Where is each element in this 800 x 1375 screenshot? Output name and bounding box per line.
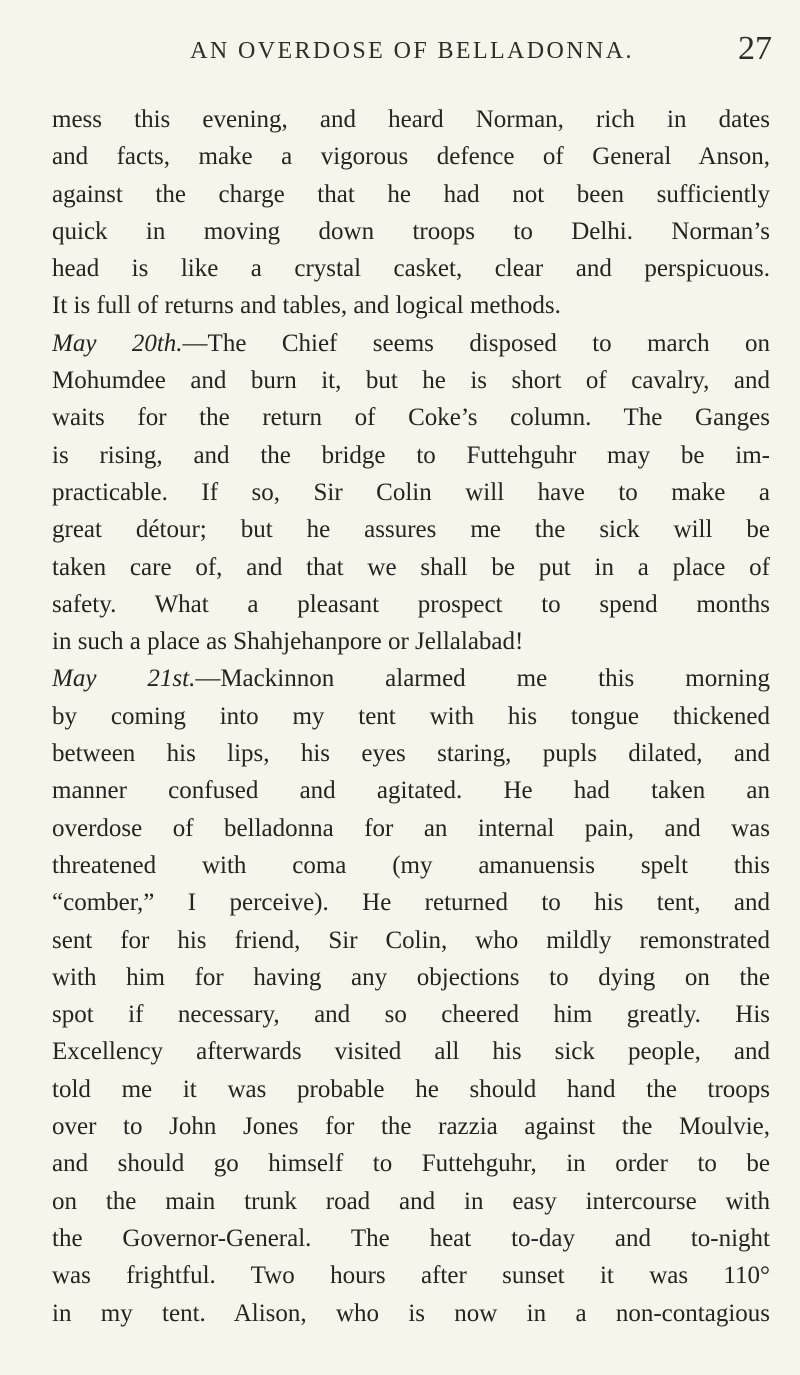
text-line: was frightful. Two hours after sunset it was 110° <box>52 1262 770 1290</box>
text-line: waits for the return of Coke’s column. The Ganges <box>52 404 770 432</box>
text-line: with him for having any objections to dying on the <box>52 963 770 991</box>
text-line: over to John Jones for the razzia against the Moulvie, <box>52 1113 770 1141</box>
text-line: practicable. If so, Sir Colin will have to make a <box>52 478 770 506</box>
text-line: and facts, make a vigorous defence of General Anson, <box>52 143 770 171</box>
text-line: It is full of returns and tables, and logical methods. <box>52 292 561 320</box>
text-line: head is like a crystal casket, clear and perspicuous. <box>52 255 770 283</box>
text-line: quick in moving down troops to Delhi. Norman’s <box>52 217 770 245</box>
body-text <box>52 101 770 1332</box>
text-line: Mohumdee and burn it, but he is short of cavalry, and <box>52 367 770 395</box>
text-line: in my tent. Alison, who is now in a non-contagious <box>52 1299 770 1327</box>
text-line: spot if necessary, and so cheered him greatly. His <box>52 1001 770 1029</box>
text-line: is rising, and the bridge to Futtehguhr may be im- <box>52 441 770 469</box>
text-line: taken care of, and that we shall be put in a place of <box>52 553 770 581</box>
text-line: sent for his friend, Sir Colin, who mildly remonstrated <box>52 926 770 954</box>
text-line: between his lips, his eyes staring, pupls dilated, and <box>52 740 770 768</box>
entry-date: May 20th. <box>52 329 183 357</box>
text-line: in such a place as Shahjehanpore or Jellalabad! <box>52 628 524 656</box>
text-line: told me it was probable he should hand the troops <box>52 1075 770 1103</box>
entry-may-21-first-line <box>52 660 770 697</box>
text-line: the Governor-General. The heat to-day and to-night <box>52 1224 770 1252</box>
text-line: manner confused and agitated. He had taken an <box>52 777 770 805</box>
entry-text: —The Chief seems disposed to march on <box>182 329 770 357</box>
entry-may-20-first-line <box>52 325 770 362</box>
text-line: and should go himself to Futtehguhr, in order to be <box>52 1150 770 1178</box>
text-line: safety. What a pleasant prospect to spend months <box>52 590 770 618</box>
text-line: Excellency afterwards visited all his sick people, and <box>52 1038 770 1066</box>
text-line: threatened with coma (my amanuensis spelt this <box>52 851 770 879</box>
text-line: overdose of belladonna for an internal pain, and was <box>52 814 770 842</box>
running-title: AN OVERDOSE OF BELLADONNA. <box>190 38 634 64</box>
text-line: by coming into my tent with his tongue thickened <box>52 702 770 730</box>
running-head <box>52 30 772 74</box>
text-line: on the main trunk road and in easy intercourse with <box>52 1187 770 1215</box>
text-line: mess this evening, and heard Norman, rich in dates <box>52 106 770 133</box>
entry-date: May 21st. <box>52 665 196 693</box>
page-number: 27 <box>738 30 772 67</box>
text-line: against the charge that he had not been sufficiently <box>52 180 770 208</box>
text-line: great détour; but he assures me the sick will be <box>52 516 770 544</box>
entry-text: —Mackinnon alarmed me this morning <box>195 665 770 693</box>
text-line: “comber,” I perceive). He returned to his tent, and <box>52 889 770 917</box>
